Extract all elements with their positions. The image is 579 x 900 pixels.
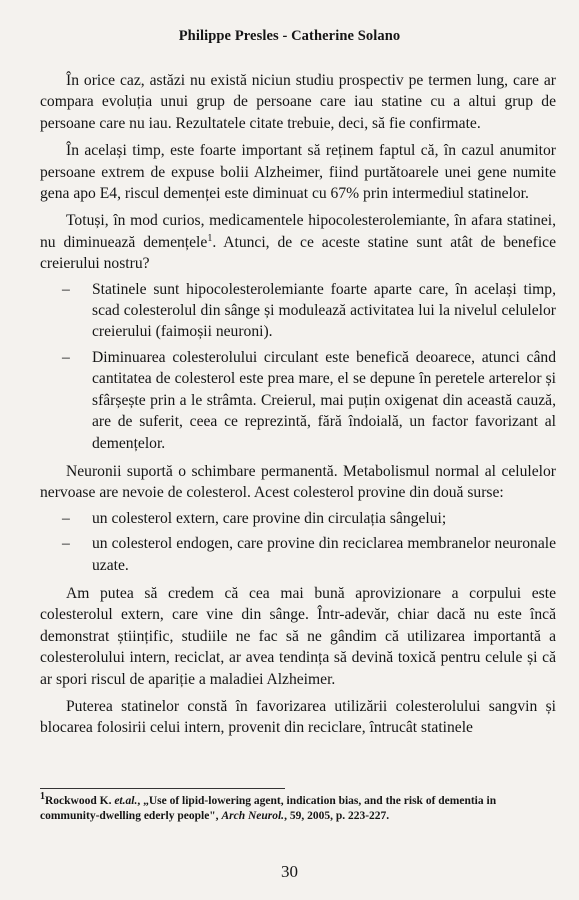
- footnote-title: , „Use of lipid-lowering agent, indication bias, and the risk of dementia in community-dwelling ederly people",: [40, 795, 497, 822]
- paragraph-3-text-cont: . Atunci, de ce aceste statine sunt atât de benefice creierului nostru?: [40, 233, 556, 273]
- statin-list: [40, 279, 556, 454]
- list-item-text: un colesterol extern, care provine din circulația sângelui;: [92, 509, 447, 527]
- footnote: [40, 791, 556, 824]
- footnote-marker: 1: [40, 791, 45, 803]
- cholesterol-sources-list: [40, 508, 556, 576]
- list-dash: –: [62, 509, 70, 527]
- paragraph-3: [40, 210, 556, 274]
- footnote-etal: et.al.: [114, 795, 138, 807]
- list-dash: –: [62, 535, 70, 553]
- footnote-reference: 1: [207, 232, 213, 244]
- paragraph-4: Neuronii suportă o schimbare permanentă. Metabolismul normal al celulelor nervoase are nevoie de colesterol. Acest colesterol provine din două surse:: [40, 462, 556, 502]
- list-item-text: un colesterol endogen, care provine din reciclarea membranelor neuronale uzate.: [92, 535, 556, 574]
- list-item: [40, 279, 556, 343]
- list-dash: –: [62, 280, 70, 298]
- list-item: [40, 508, 556, 529]
- paragraph-6: Puterea statinelor constă în favorizarea utilizării colesterolului sangvin și blocarea folosirii celui intern, provenit din reciclare, întrucât statinele: [40, 697, 556, 737]
- footnote-author: Rockwood K.: [45, 795, 115, 807]
- running-header: Philippe Presles - Catherine Solano: [178, 28, 401, 44]
- page-body: [40, 70, 556, 745]
- list-dash: –: [62, 348, 70, 366]
- paragraph-5: Am putea să credem că cea mai bună aprovizionare a corpului este colesterolul extern, care vine din sânge. Într-adevăr, chiar dacă nu este încă demonstrat științific, studiile ne fac să ne gândim că utilizarea importantă a colesterolului intern, reciclat, ar avea tendința să devină toxică pentru celule și că ar spori riscul de apariție a maladiei Alzheimer.: [40, 584, 556, 688]
- footnote-divider: [40, 788, 285, 789]
- footnote-journal: Arch Neurol.: [221, 810, 285, 822]
- list-item-text: Diminuarea colesterolului circulant este benefică deoarece, atunci când cantitatea de colesterol este prea mare, el se depune în peretele arterelor și sfârșește prin a le strâmta. Creierul, mai puțin oxigenat din această cauză, are de suferit, ceea ce reprezintă, fără îndoială, un factor favorizant al demențelor.: [92, 348, 556, 452]
- footnote-citation: , 59, 2005, p. 223-227.: [284, 810, 390, 822]
- list-item-text: Statinele sunt hipocolesterolemiante foarte aparte care, în același timp, scad colesterolul din sânge și modulează activitatea lui la nivelul celulelor creierului (faimoșii neuroni).: [92, 280, 556, 341]
- paragraph-1: În orice caz, astăzi nu există niciun studiu prospectiv pe termen lung, care ar compara evoluția unui grup de persoane care iau statine cu a altui grup de persoane care nu iau. Rezultatele citate trebuie, deci, să fie confirmate.: [40, 72, 556, 132]
- paragraph-3-text: Totuși, în mod curios, medicamentele hipocolesterolemiante, în afara statinei, nu diminuează demențele: [40, 212, 556, 251]
- list-item: [40, 533, 556, 576]
- page-number: 30: [281, 862, 298, 881]
- paragraph-2: În același timp, este foarte important să reținem faptul că, în cazul anumitor persoane extrem de expuse bolii Alzheimer, fiind purtătoarele unei gene numite gena apo E4, riscul demenței este diminuat cu 67% prin intermediul statinelor.: [40, 142, 556, 203]
- list-item: [40, 347, 556, 454]
